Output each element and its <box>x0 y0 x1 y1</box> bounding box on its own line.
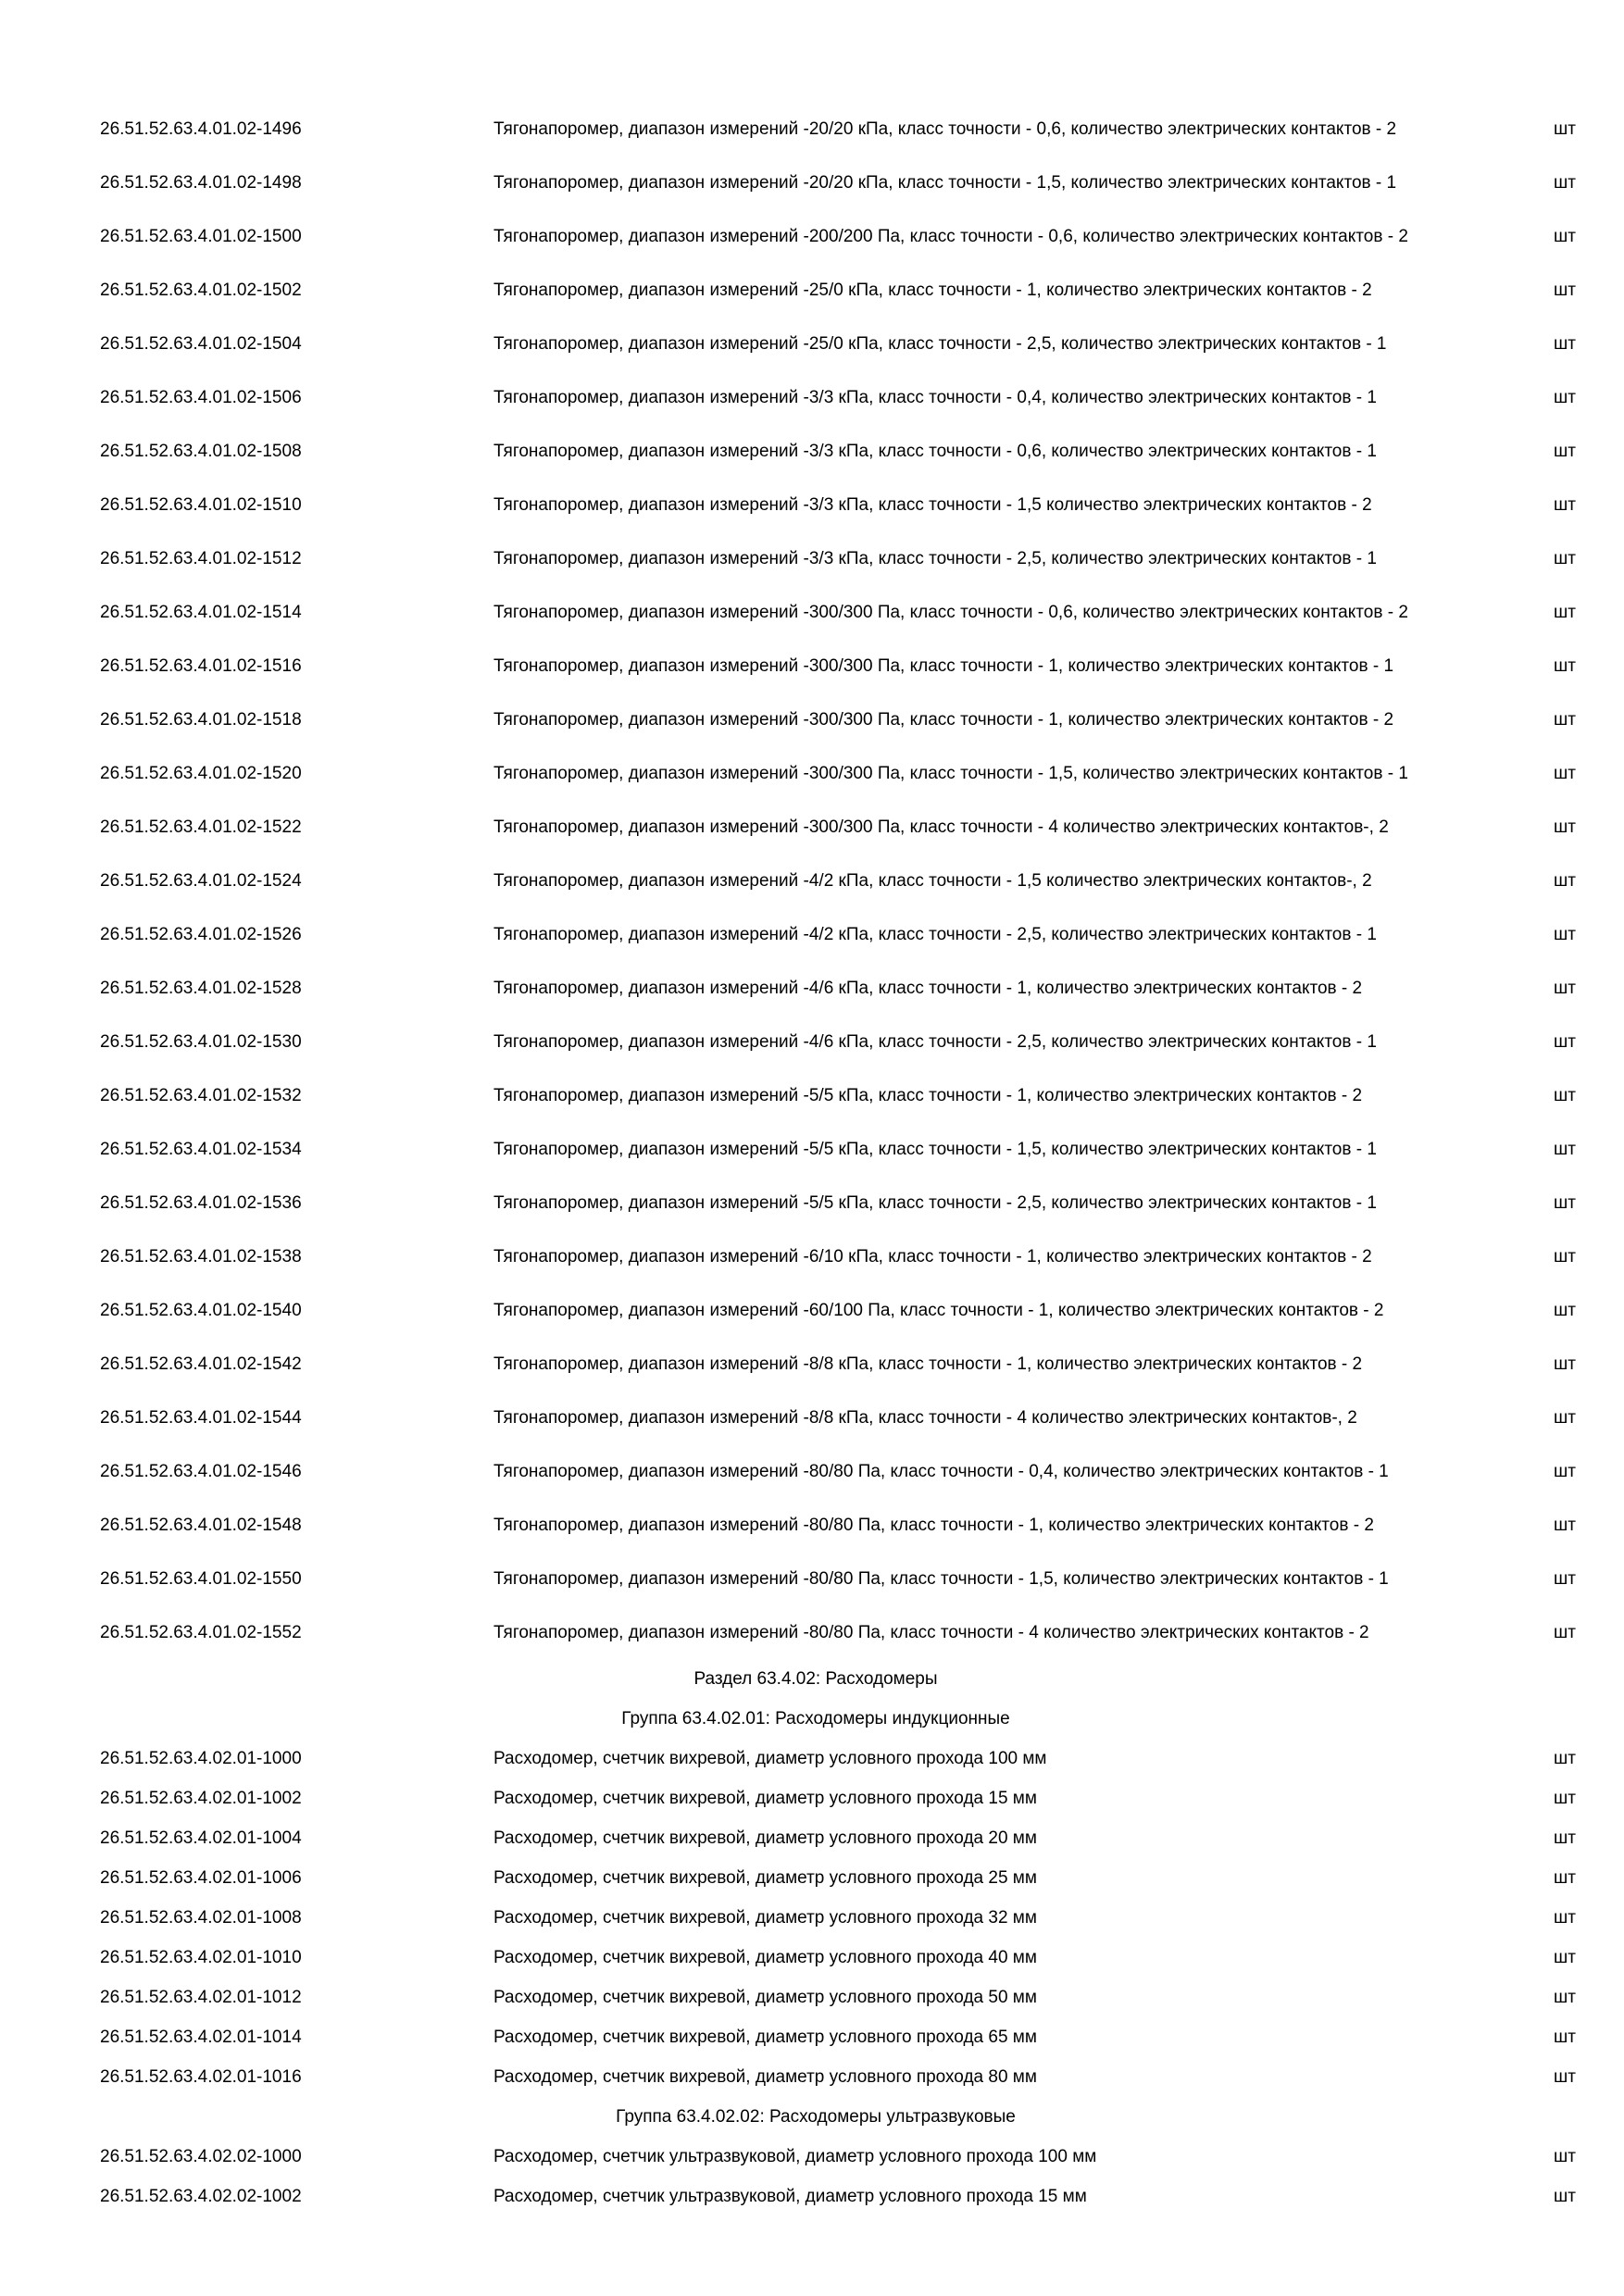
item-code: 26.51.52.63.4.01.02-1540 <box>100 1300 302 1320</box>
item-description: Тягонапоромер, диапазон измерений -8/8 кПа, класс точности - 4 количество электрических контактов-, 2 <box>493 1407 1357 1428</box>
item-unit: шт <box>1554 1515 1576 1535</box>
item-unit: шт <box>1554 1828 1576 1848</box>
item-unit: шт <box>1554 2028 1576 2047</box>
item-code: 26.51.52.63.4.01.02-1536 <box>100 1192 302 1213</box>
item-unit: шт <box>1554 1868 1576 1888</box>
item-unit: шт <box>1554 1622 1576 1642</box>
item-code: 26.51.52.63.4.01.02-1510 <box>100 494 302 515</box>
item-description: Тягонапоромер, диапазон измерений -60/100 Па, класс точности - 1, количество электрических контактов - 2 <box>493 1300 1384 1320</box>
item-code: 26.51.52.63.4.01.02-1528 <box>100 978 302 998</box>
group-heading-ultrasonic: Группа 63.4.02.02: Расходомеры ультразвуковые <box>616 2106 1016 2127</box>
item-code: 26.51.52.63.4.01.02-1550 <box>100 1568 302 1589</box>
item-unit: шт <box>1554 1246 1576 1267</box>
item-description: Тягонапоромер, диапазон измерений -20/20 кПа, класс точности - 1,5, количество электрических контактов - 1 <box>493 172 1397 193</box>
section-heading: Раздел 63.4.02: Расходомеры <box>693 1668 938 1689</box>
item-description: Тягонапоромер, диапазон измерений -80/80 Па, класс точности - 1,5, количество электрических контактов - 1 <box>493 1568 1389 1589</box>
item-unit: шт <box>1554 119 1576 139</box>
table-row <box>100 585 1578 639</box>
item-unit: шт <box>1554 1789 1576 1808</box>
item-code: 26.51.52.63.4.02.01-1014 <box>100 2028 302 2047</box>
item-unit: шт <box>1554 978 1576 998</box>
item-code: 26.51.52.63.4.02.02-1002 <box>100 2187 302 2206</box>
item-description: Тягонапоромер, диапазон измерений -3/3 кПа, класс точности - 0,4, количество электрических контактов - 1 <box>493 387 1377 407</box>
table-row <box>100 1337 1578 1391</box>
item-unit: шт <box>1554 1300 1576 1320</box>
item-description: Тягонапоромер, диапазон измерений -20/20 кПа, класс точности - 0,6, количество электрических контактов - 2 <box>493 119 1397 139</box>
item-unit: шт <box>1554 1192 1576 1213</box>
table-row <box>100 1229 1578 1283</box>
item-description: Тягонапоромер, диапазон измерений -300/300 Па, класс точности - 1, количество электрических контактов - 2 <box>493 709 1394 730</box>
item-code: 26.51.52.63.4.01.02-1506 <box>100 387 302 407</box>
table-row <box>100 1122 1578 1176</box>
item-code: 26.51.52.63.4.01.02-1518 <box>100 709 302 730</box>
item-description: Тягонапоромер, диапазон измерений -4/2 кПа, класс точности - 1,5 количество электрических контактов-, 2 <box>493 870 1372 891</box>
table-row <box>100 1818 1578 1858</box>
table-row <box>100 2137 1578 2177</box>
item-unit: шт <box>1554 548 1576 568</box>
item-code: 26.51.52.63.4.01.02-1530 <box>100 1031 302 1052</box>
item-description: Тягонапоромер, диапазон измерений -4/2 кПа, класс точности - 2,5, количество электрических контактов - 1 <box>493 924 1377 944</box>
item-description: Тягонапоромер, диапазон измерений -6/10 кПа, класс точности - 1, количество электрических контактов - 2 <box>493 1246 1372 1267</box>
item-unit: шт <box>1554 387 1576 407</box>
item-code: 26.51.52.63.4.01.02-1548 <box>100 1515 302 1535</box>
item-code: 26.51.52.63.4.01.02-1512 <box>100 548 302 568</box>
table-row <box>100 1283 1578 1337</box>
table-row <box>100 1068 1578 1122</box>
item-description: Тягонапоромер, диапазон измерений -300/300 Па, класс точности - 4 количество электрических контактов-, 2 <box>493 817 1389 837</box>
group-heading-induction: Группа 63.4.02.01: Расходомеры индукционные <box>621 1708 1010 1728</box>
item-description: Тягонапоромер, диапазон измерений -80/80 Па, класс точности - 1, количество электрических контактов - 2 <box>493 1515 1374 1535</box>
table-row <box>100 2057 1578 2097</box>
item-unit: шт <box>1554 655 1576 676</box>
item-description: Расходомер, счетчик вихревой, диаметр условного прохода 32 мм <box>493 1908 1037 1928</box>
item-unit: шт <box>1554 2187 1576 2206</box>
item-code: 26.51.52.63.4.01.02-1520 <box>100 763 302 783</box>
item-code: 26.51.52.63.4.01.02-1524 <box>100 870 302 891</box>
table-row <box>100 746 1578 800</box>
item-code: 26.51.52.63.4.02.01-1002 <box>100 1789 302 1808</box>
item-unit: шт <box>1554 333 1576 354</box>
item-unit: шт <box>1554 1908 1576 1928</box>
item-unit: шт <box>1554 1988 1576 2007</box>
item-description: Тягонапоромер, диапазон измерений -3/3 кПа, класс точности - 1,5 количество электрических контактов - 2 <box>493 494 1372 515</box>
item-code: 26.51.52.63.4.01.02-1498 <box>100 172 302 193</box>
item-description: Расходомер, счетчик ультразвуковой, диаметр условного прохода 100 мм <box>493 2147 1097 2166</box>
item-unit: шт <box>1554 1139 1576 1159</box>
item-description: Тягонапоромер, диапазон измерений -5/5 кПа, класс точности - 1,5, количество электрических контактов - 1 <box>493 1139 1377 1159</box>
table-row <box>100 2177 1578 2216</box>
table-row <box>100 1605 1578 1659</box>
item-description: Тягонапоромер, диапазон измерений -8/8 кПа, класс точности - 1, количество электрических контактов - 2 <box>493 1354 1363 1374</box>
item-unit: шт <box>1554 1031 1576 1052</box>
item-unit: шт <box>1554 1407 1576 1428</box>
table-row <box>100 800 1578 854</box>
item-unit: шт <box>1554 1461 1576 1481</box>
price-list-document <box>100 102 1578 2216</box>
item-unit: шт <box>1554 494 1576 515</box>
item-code: 26.51.52.63.4.01.02-1542 <box>100 1354 302 1374</box>
table-row <box>100 1978 1578 2017</box>
table-row <box>100 907 1578 961</box>
item-code: 26.51.52.63.4.01.02-1516 <box>100 655 302 676</box>
table-row <box>100 639 1578 693</box>
table-row <box>100 209 1578 263</box>
item-code: 26.51.52.63.4.01.02-1532 <box>100 1085 302 1105</box>
item-code: 26.51.52.63.4.02.01-1008 <box>100 1908 302 1928</box>
item-description: Тягонапоромер, диапазон измерений -25/0 кПа, класс точности - 1, количество электрических контактов - 2 <box>493 280 1372 300</box>
item-description: Расходомер, счетчик вихревой, диаметр условного прохода 25 мм <box>493 1868 1037 1888</box>
item-code: 26.51.52.63.4.01.02-1552 <box>100 1622 302 1642</box>
table-row <box>100 1391 1578 1444</box>
table-row <box>100 370 1578 424</box>
item-unit: шт <box>1554 1568 1576 1589</box>
table-row <box>100 102 1578 156</box>
item-unit: шт <box>1554 870 1576 891</box>
table-row <box>100 2017 1578 2057</box>
table-row <box>100 693 1578 746</box>
item-description: Тягонапоромер, диапазон измерений -5/5 кПа, класс точности - 1, количество электрических контактов - 2 <box>493 1085 1363 1105</box>
item-code: 26.51.52.63.4.02.01-1004 <box>100 1828 302 1848</box>
item-code: 26.51.52.63.4.01.02-1496 <box>100 119 302 139</box>
item-unit: шт <box>1554 817 1576 837</box>
item-description: Тягонапоромер, диапазон измерений -3/3 кПа, класс точности - 2,5, количество электрических контактов - 1 <box>493 548 1377 568</box>
item-code: 26.51.52.63.4.02.01-1012 <box>100 1988 302 2007</box>
item-unit: шт <box>1554 1085 1576 1105</box>
induction-flowmeter-list <box>100 1739 1578 2097</box>
item-code: 26.51.52.63.4.01.02-1508 <box>100 441 302 461</box>
table-row <box>100 1778 1578 1818</box>
table-row <box>100 1739 1578 1778</box>
table-row <box>100 1938 1578 1978</box>
pressure-gauge-list <box>100 102 1578 1659</box>
item-code: 26.51.52.63.4.02.02-1000 <box>100 2147 302 2166</box>
item-description: Расходомер, счетчик вихревой, диаметр условного прохода 65 мм <box>493 2028 1037 2047</box>
item-description: Расходомер, счетчик вихревой, диаметр условного прохода 50 мм <box>493 1988 1037 2007</box>
item-code: 26.51.52.63.4.01.02-1504 <box>100 333 302 354</box>
item-description: Тягонапоромер, диапазон измерений -3/3 кПа, класс точности - 0,6, количество электрических контактов - 1 <box>493 441 1377 461</box>
table-row <box>100 1015 1578 1068</box>
table-row <box>100 1552 1578 1605</box>
item-unit: шт <box>1554 226 1576 246</box>
table-row <box>100 1176 1578 1229</box>
item-unit: шт <box>1554 709 1576 730</box>
item-code: 26.51.52.63.4.01.02-1538 <box>100 1246 302 1267</box>
item-code: 26.51.52.63.4.01.02-1502 <box>100 280 302 300</box>
item-unit: шт <box>1554 763 1576 783</box>
item-code: 26.51.52.63.4.01.02-1514 <box>100 602 302 622</box>
item-description: Тягонапоромер, диапазон измерений -200/200 Па, класс точности - 0,6, количество электрических контактов - 2 <box>493 226 1408 246</box>
item-description: Расходомер, счетчик вихревой, диаметр условного прохода 100 мм <box>493 1749 1047 1768</box>
item-unit: шт <box>1554 441 1576 461</box>
item-description: Расходомер, счетчик ультразвуковой, диаметр условного прохода 15 мм <box>493 2187 1087 2206</box>
item-code: 26.51.52.63.4.02.01-1016 <box>100 2067 302 2087</box>
item-unit: шт <box>1554 2147 1576 2166</box>
table-row <box>100 156 1578 209</box>
item-description: Тягонапоромер, диапазон измерений -4/6 кПа, класс точности - 1, количество электрических контактов - 2 <box>493 978 1363 998</box>
table-row <box>100 1898 1578 1938</box>
item-description: Тягонапоромер, диапазон измерений -4/6 кПа, класс точности - 2,5, количество электрических контактов - 1 <box>493 1031 1377 1052</box>
item-description: Расходомер, счетчик вихревой, диаметр условного прохода 15 мм <box>493 1789 1037 1808</box>
table-row <box>100 961 1578 1015</box>
item-code: 26.51.52.63.4.01.02-1500 <box>100 226 302 246</box>
item-unit: шт <box>1554 924 1576 944</box>
item-unit: шт <box>1554 172 1576 193</box>
item-code: 26.51.52.63.4.02.01-1010 <box>100 1948 302 1967</box>
item-description: Расходомер, счетчик вихревой, диаметр условного прохода 20 мм <box>493 1828 1037 1848</box>
table-row <box>100 478 1578 531</box>
item-description: Тягонапоромер, диапазон измерений -80/80 Па, класс точности - 4 количество электрических контактов - 2 <box>493 1622 1369 1642</box>
item-description: Расходомер, счетчик вихревой, диаметр условного прохода 80 мм <box>493 2067 1037 2087</box>
item-code: 26.51.52.63.4.01.02-1522 <box>100 817 302 837</box>
table-row <box>100 531 1578 585</box>
item-unit: шт <box>1554 602 1576 622</box>
item-description: Тягонапоромер, диапазон измерений -5/5 кПа, класс точности - 2,5, количество электрических контактов - 1 <box>493 1192 1377 1213</box>
item-code: 26.51.52.63.4.02.01-1006 <box>100 1868 302 1888</box>
item-unit: шт <box>1554 1354 1576 1374</box>
item-description: Тягонапоромер, диапазон измерений -300/300 Па, класс точности - 1,5, количество электрических контактов - 1 <box>493 763 1408 783</box>
table-row <box>100 263 1578 317</box>
table-row <box>100 1498 1578 1552</box>
item-description: Тягонапоромер, диапазон измерений -25/0 кПа, класс точности - 2,5, количество электрических контактов - 1 <box>493 333 1387 354</box>
table-row <box>100 424 1578 478</box>
item-description: Тягонапоромер, диапазон измерений -80/80 Па, класс точности - 0,4, количество электрических контактов - 1 <box>493 1461 1389 1481</box>
item-code: 26.51.52.63.4.01.02-1526 <box>100 924 302 944</box>
item-unit: шт <box>1554 2067 1576 2087</box>
table-row <box>100 854 1578 907</box>
item-unit: шт <box>1554 1749 1576 1768</box>
table-row <box>100 1444 1578 1498</box>
item-code: 26.51.52.63.4.01.02-1534 <box>100 1139 302 1159</box>
item-description: Тягонапоромер, диапазон измерений -300/300 Па, класс точности - 1, количество электрических контактов - 1 <box>493 655 1394 676</box>
ultrasonic-flowmeter-list <box>100 2137 1578 2216</box>
table-row <box>100 317 1578 370</box>
item-unit: шт <box>1554 1948 1576 1967</box>
table-row <box>100 1858 1578 1898</box>
item-unit: шт <box>1554 280 1576 300</box>
item-description: Тягонапоромер, диапазон измерений -300/300 Па, класс точности - 0,6, количество электрических контактов - 2 <box>493 602 1408 622</box>
item-code: 26.51.52.63.4.01.02-1546 <box>100 1461 302 1481</box>
item-code: 26.51.52.63.4.02.01-1000 <box>100 1749 302 1768</box>
item-code: 26.51.52.63.4.01.02-1544 <box>100 1407 302 1428</box>
item-description: Расходомер, счетчик вихревой, диаметр условного прохода 40 мм <box>493 1948 1037 1967</box>
